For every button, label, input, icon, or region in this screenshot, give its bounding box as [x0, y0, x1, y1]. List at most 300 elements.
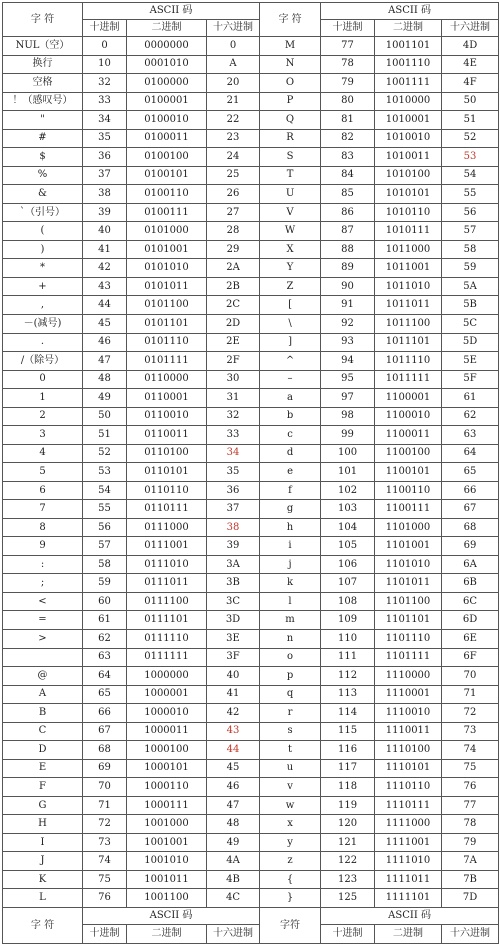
right-char-cell: M [260, 37, 321, 56]
right-dec-cell: 114 [321, 704, 375, 723]
left-char-cell: . [3, 333, 83, 352]
left-dec-cell: 57 [83, 537, 127, 556]
right-hex-cell: 54 [442, 166, 499, 185]
right-bin-cell: 1100001 [375, 389, 442, 408]
left-char-cell: # [3, 129, 83, 148]
left-hex-cell: 34 [207, 444, 260, 463]
table-row [3, 648, 499, 667]
left-hex-cell: 37 [207, 500, 260, 519]
right-char-cell: o [260, 648, 321, 667]
left-bin-cell: 1000011 [127, 722, 207, 741]
right-char-cell: f [260, 481, 321, 500]
left-bin-cell: 1001010 [127, 852, 207, 871]
left-dec-cell: 34 [83, 111, 127, 130]
left-char-cell: 5 [3, 463, 83, 482]
left-dec-cell: 0 [83, 37, 127, 56]
table-row [3, 611, 499, 630]
right-bin-cell: 1110001 [375, 685, 442, 704]
left-hex-cell: 24 [207, 148, 260, 167]
right-dec-cell: 109 [321, 611, 375, 630]
header-ascii-left: ASCII 码 [83, 3, 260, 20]
right-hex-cell: 58 [442, 240, 499, 259]
table-row [3, 500, 499, 519]
left-dec-cell: 10 [83, 55, 127, 74]
right-char-cell: U [260, 185, 321, 204]
footer-dec-right: 十进制 [321, 925, 375, 944]
left-hex-cell: 28 [207, 222, 260, 241]
footer-bin-right: 二进制 [375, 925, 442, 944]
right-char-cell: u [260, 759, 321, 778]
left-hex-cell: 48 [207, 815, 260, 834]
right-hex-cell: 51 [442, 111, 499, 130]
right-dec-cell: 108 [321, 592, 375, 611]
left-dec-cell: 45 [83, 314, 127, 333]
left-hex-cell: 26 [207, 185, 260, 204]
left-hex-cell: 38 [207, 518, 260, 537]
footer-bin-left: 二进制 [127, 925, 207, 944]
left-bin-cell: 0101001 [127, 240, 207, 259]
right-dec-cell: 79 [321, 74, 375, 93]
table-row [3, 222, 499, 241]
left-dec-cell: 58 [83, 555, 127, 574]
left-dec-cell: 76 [83, 889, 127, 908]
footer-dec-left: 十进制 [83, 925, 127, 944]
right-bin-cell: 1001101 [375, 37, 442, 56]
left-dec-cell: 56 [83, 518, 127, 537]
header-char-right: 字 符 [260, 3, 321, 37]
left-dec-cell: 72 [83, 815, 127, 834]
right-hex-cell: 6D [442, 611, 499, 630]
right-char-cell: q [260, 685, 321, 704]
right-dec-cell: 86 [321, 203, 375, 222]
right-bin-cell: 1100010 [375, 407, 442, 426]
table-row [3, 778, 499, 797]
left-hex-cell: 45 [207, 759, 260, 778]
right-dec-cell: 100 [321, 444, 375, 463]
left-bin-cell: 0111110 [127, 630, 207, 649]
left-bin-cell: 0101101 [127, 314, 207, 333]
left-bin-cell: 0110010 [127, 407, 207, 426]
left-char-cell: 6 [3, 481, 83, 500]
left-dec-cell: 52 [83, 444, 127, 463]
right-bin-cell: 1100101 [375, 463, 442, 482]
left-char-cell: ( [3, 222, 83, 241]
left-dec-cell: 62 [83, 630, 127, 649]
right-char-cell: V [260, 203, 321, 222]
right-char-cell: r [260, 704, 321, 723]
left-char-cell: 空格 [3, 74, 83, 93]
right-bin-cell: 1010011 [375, 148, 442, 167]
footer-char-right: 字符 [260, 908, 321, 944]
left-dec-cell: 63 [83, 648, 127, 667]
left-dec-cell: 33 [83, 92, 127, 111]
footer-char-left: 字 符 [3, 908, 83, 944]
right-char-cell: – [260, 370, 321, 389]
right-char-cell: i [260, 537, 321, 556]
left-bin-cell: 0101010 [127, 259, 207, 278]
right-char-cell: b [260, 407, 321, 426]
table-row [3, 74, 499, 93]
right-bin-cell: 1100111 [375, 500, 442, 519]
table-row [3, 555, 499, 574]
right-bin-cell: 1011001 [375, 259, 442, 278]
table-row [3, 444, 499, 463]
ascii-table [2, 2, 499, 944]
table-row [3, 630, 499, 649]
right-dec-cell: 80 [321, 92, 375, 111]
right-bin-cell: 1111010 [375, 852, 442, 871]
left-dec-cell: 36 [83, 148, 127, 167]
left-char-cell: E [3, 759, 83, 778]
left-char-cell: : [3, 555, 83, 574]
right-char-cell: y [260, 833, 321, 852]
right-hex-cell: 65 [442, 463, 499, 482]
left-dec-cell: 55 [83, 500, 127, 519]
left-hex-cell: 44 [207, 741, 260, 760]
left-char-cell: F [3, 778, 83, 797]
right-dec-cell: 78 [321, 55, 375, 74]
left-char-cell: 7 [3, 500, 83, 519]
table-row [3, 870, 499, 889]
left-char-cell: + [3, 277, 83, 296]
left-hex-cell: 3E [207, 630, 260, 649]
right-hex-cell: 66 [442, 481, 499, 500]
right-char-cell: W [260, 222, 321, 241]
left-char-cell: 4 [3, 444, 83, 463]
left-bin-cell: 0110100 [127, 444, 207, 463]
table-row [3, 815, 499, 834]
right-bin-cell: 1111001 [375, 833, 442, 852]
table-row [3, 722, 499, 741]
right-dec-cell: 93 [321, 333, 375, 352]
table-row [3, 704, 499, 723]
right-char-cell: N [260, 55, 321, 74]
left-bin-cell: 0001010 [127, 55, 207, 74]
left-dec-cell: 37 [83, 166, 127, 185]
left-dec-cell: 60 [83, 592, 127, 611]
right-hex-cell: 68 [442, 518, 499, 537]
left-char-cell: D [3, 741, 83, 760]
table-row [3, 667, 499, 686]
right-char-cell: c [260, 426, 321, 445]
left-dec-cell: 38 [83, 185, 127, 204]
table-row [3, 111, 499, 130]
right-dec-cell: 121 [321, 833, 375, 852]
right-char-cell: \ [260, 314, 321, 333]
left-bin-cell: 0100101 [127, 166, 207, 185]
right-char-cell: { [260, 870, 321, 889]
left-hex-cell: 27 [207, 203, 260, 222]
right-hex-cell: 4D [442, 37, 499, 56]
right-char-cell: } [260, 889, 321, 908]
right-hex-cell: 63 [442, 426, 499, 445]
table-row [3, 314, 499, 333]
right-char-cell: ] [260, 333, 321, 352]
table-row [3, 185, 499, 204]
left-hex-cell: 46 [207, 778, 260, 797]
right-char-cell: O [260, 74, 321, 93]
right-dec-cell: 123 [321, 870, 375, 889]
left-dec-cell: 66 [83, 704, 127, 723]
left-bin-cell: 0100000 [127, 74, 207, 93]
table-row [3, 166, 499, 185]
left-char-cell: @ [3, 667, 83, 686]
right-hex-cell: 59 [442, 259, 499, 278]
right-hex-cell: 69 [442, 537, 499, 556]
left-hex-cell: 33 [207, 426, 260, 445]
right-dec-cell: 81 [321, 111, 375, 130]
left-hex-cell: 4C [207, 889, 260, 908]
right-char-cell: e [260, 463, 321, 482]
table-row [3, 574, 499, 593]
right-hex-cell: 61 [442, 389, 499, 408]
left-bin-cell: 1000000 [127, 667, 207, 686]
right-dec-cell: 94 [321, 352, 375, 371]
left-bin-cell: 0100011 [127, 129, 207, 148]
left-bin-cell: 0111011 [127, 574, 207, 593]
left-char-cell: B [3, 704, 83, 723]
left-hex-cell: 32 [207, 407, 260, 426]
left-hex-cell: 30 [207, 370, 260, 389]
right-hex-cell: 5D [442, 333, 499, 352]
left-dec-cell: 69 [83, 759, 127, 778]
right-char-cell: x [260, 815, 321, 834]
right-dec-cell: 101 [321, 463, 375, 482]
left-bin-cell: 0101000 [127, 222, 207, 241]
left-char-cell: ; [3, 574, 83, 593]
right-char-cell: ^ [260, 352, 321, 371]
left-bin-cell: 1001011 [127, 870, 207, 889]
left-hex-cell: 42 [207, 704, 260, 723]
right-bin-cell: 1101000 [375, 518, 442, 537]
right-bin-cell: 1110011 [375, 722, 442, 741]
left-dec-cell: 44 [83, 296, 127, 315]
left-bin-cell: 1000111 [127, 796, 207, 815]
left-char-cell: L [3, 889, 83, 908]
left-char-cell: I [3, 833, 83, 852]
left-bin-cell: 0100111 [127, 203, 207, 222]
right-char-cell: t [260, 741, 321, 760]
right-char-cell: Y [260, 259, 321, 278]
header-hex-right: 十六进制 [442, 20, 499, 37]
right-char-cell: z [260, 852, 321, 871]
left-hex-cell: 2A [207, 259, 260, 278]
left-hex-cell: 2D [207, 314, 260, 333]
table-row [3, 37, 499, 56]
left-bin-cell: 0111111 [127, 648, 207, 667]
right-bin-cell: 1011101 [375, 333, 442, 352]
right-dec-cell: 120 [321, 815, 375, 834]
right-bin-cell: 1011011 [375, 296, 442, 315]
left-char-cell: > [3, 630, 83, 649]
right-char-cell: X [260, 240, 321, 259]
header-char-left: 字 符 [3, 3, 83, 37]
left-hex-cell: 22 [207, 111, 260, 130]
right-bin-cell: 1110100 [375, 741, 442, 760]
right-bin-cell: 1110111 [375, 796, 442, 815]
left-hex-cell: 43 [207, 722, 260, 741]
left-char-cell: , [3, 296, 83, 315]
left-char-cell: " [3, 111, 83, 130]
left-dec-cell: 70 [83, 778, 127, 797]
left-bin-cell: 1000100 [127, 741, 207, 760]
right-dec-cell: 107 [321, 574, 375, 593]
header-ascii-right: ASCII 码 [321, 3, 499, 20]
right-char-cell: l [260, 592, 321, 611]
table-row [3, 203, 499, 222]
right-hex-cell: 5C [442, 314, 499, 333]
left-hex-cell: 3A [207, 555, 260, 574]
right-hex-cell: 70 [442, 667, 499, 686]
right-dec-cell: 117 [321, 759, 375, 778]
right-dec-cell: 116 [321, 741, 375, 760]
left-char-cell: －(减号) [3, 314, 83, 333]
right-hex-cell: 74 [442, 741, 499, 760]
left-bin-cell: 0110101 [127, 463, 207, 482]
right-dec-cell: 97 [321, 389, 375, 408]
left-char-cell: & [3, 185, 83, 204]
footer-hex-right: 十六进制 [442, 925, 499, 944]
right-dec-cell: 104 [321, 518, 375, 537]
left-bin-cell: 0100010 [127, 111, 207, 130]
right-dec-cell: 106 [321, 555, 375, 574]
right-hex-cell: 5A [442, 277, 499, 296]
right-char-cell: k [260, 574, 321, 593]
right-bin-cell: 1101111 [375, 648, 442, 667]
right-hex-cell: 67 [442, 500, 499, 519]
left-char-cell: < [3, 592, 83, 611]
table-row [3, 92, 499, 111]
table-row [3, 537, 499, 556]
footer-ascii-left: ASCII 码 [83, 908, 260, 925]
left-bin-cell: 1001001 [127, 833, 207, 852]
left-char-cell: 9 [3, 537, 83, 556]
right-char-cell: p [260, 667, 321, 686]
right-dec-cell: 95 [321, 370, 375, 389]
header-dec-right: 十进制 [321, 20, 375, 37]
right-bin-cell: 1111101 [375, 889, 442, 908]
header-hex-left: 十六进制 [207, 20, 260, 37]
right-hex-cell: 5E [442, 352, 499, 371]
right-char-cell: Q [260, 111, 321, 130]
left-hex-cell: 49 [207, 833, 260, 852]
right-hex-cell: 75 [442, 759, 499, 778]
right-char-cell: g [260, 500, 321, 519]
right-dec-cell: 87 [321, 222, 375, 241]
left-char-cell: $ [3, 148, 83, 167]
right-hex-cell: 57 [442, 222, 499, 241]
left-bin-cell: 0101111 [127, 352, 207, 371]
right-dec-cell: 110 [321, 630, 375, 649]
right-hex-cell: 4F [442, 74, 499, 93]
table-row [3, 833, 499, 852]
right-char-cell: n [260, 630, 321, 649]
right-hex-cell: 7D [442, 889, 499, 908]
right-char-cell: [ [260, 296, 321, 315]
left-bin-cell: 1001000 [127, 815, 207, 834]
right-bin-cell: 1010001 [375, 111, 442, 130]
right-bin-cell: 1001111 [375, 74, 442, 93]
right-hex-cell: 78 [442, 815, 499, 834]
left-hex-cell: 4B [207, 870, 260, 889]
left-bin-cell: 0101110 [127, 333, 207, 352]
left-bin-cell: 0100110 [127, 185, 207, 204]
right-hex-cell: 53 [442, 148, 499, 167]
left-hex-cell: 3B [207, 574, 260, 593]
left-dec-cell: 65 [83, 685, 127, 704]
left-dec-cell: 61 [83, 611, 127, 630]
right-dec-cell: 98 [321, 407, 375, 426]
right-bin-cell: 1100100 [375, 444, 442, 463]
left-char-cell: /（除号） [3, 352, 83, 371]
left-dec-cell: 75 [83, 870, 127, 889]
left-dec-cell: 47 [83, 352, 127, 371]
right-hex-cell: 7A [442, 852, 499, 871]
right-char-cell: v [260, 778, 321, 797]
left-char-cell: ！（感叹号） [3, 92, 83, 111]
left-dec-cell: 48 [83, 370, 127, 389]
left-hex-cell: 20 [207, 74, 260, 93]
left-hex-cell: 4A [207, 852, 260, 871]
right-dec-cell: 82 [321, 129, 375, 148]
left-char-cell: 0 [3, 370, 83, 389]
left-char-cell: = [3, 611, 83, 630]
footer-hex-left: 十六进制 [207, 925, 260, 944]
left-char-cell [3, 648, 83, 667]
left-bin-cell: 0100001 [127, 92, 207, 111]
left-dec-cell: 68 [83, 741, 127, 760]
left-dec-cell: 50 [83, 407, 127, 426]
right-dec-cell: 119 [321, 796, 375, 815]
table-row [3, 481, 499, 500]
right-dec-cell: 103 [321, 500, 375, 519]
right-bin-cell: 1101101 [375, 611, 442, 630]
right-dec-cell: 111 [321, 648, 375, 667]
table-row [3, 407, 499, 426]
left-hex-cell: 40 [207, 667, 260, 686]
left-dec-cell: 43 [83, 277, 127, 296]
left-char-cell: `（引号） [3, 203, 83, 222]
left-bin-cell: 0101100 [127, 296, 207, 315]
left-dec-cell: 54 [83, 481, 127, 500]
left-bin-cell: 0111100 [127, 592, 207, 611]
left-bin-cell: 1000101 [127, 759, 207, 778]
right-char-cell: m [260, 611, 321, 630]
left-char-cell: G [3, 796, 83, 815]
table-row [3, 685, 499, 704]
right-hex-cell: 73 [442, 722, 499, 741]
table-row [3, 370, 499, 389]
right-hex-cell: 77 [442, 796, 499, 815]
right-hex-cell: 6E [442, 630, 499, 649]
right-char-cell: h [260, 518, 321, 537]
table-row [3, 352, 499, 371]
left-hex-cell: 47 [207, 796, 260, 815]
left-bin-cell: 1000110 [127, 778, 207, 797]
left-hex-cell: 35 [207, 463, 260, 482]
right-char-cell: s [260, 722, 321, 741]
right-char-cell: Z [260, 277, 321, 296]
right-dec-cell: 112 [321, 667, 375, 686]
left-char-cell: C [3, 722, 83, 741]
table-row [3, 296, 499, 315]
ascii-table-body [3, 37, 499, 908]
left-dec-cell: 59 [83, 574, 127, 593]
right-bin-cell: 1110010 [375, 704, 442, 723]
right-dec-cell: 90 [321, 277, 375, 296]
right-hex-cell: 50 [442, 92, 499, 111]
table-row [3, 889, 499, 908]
